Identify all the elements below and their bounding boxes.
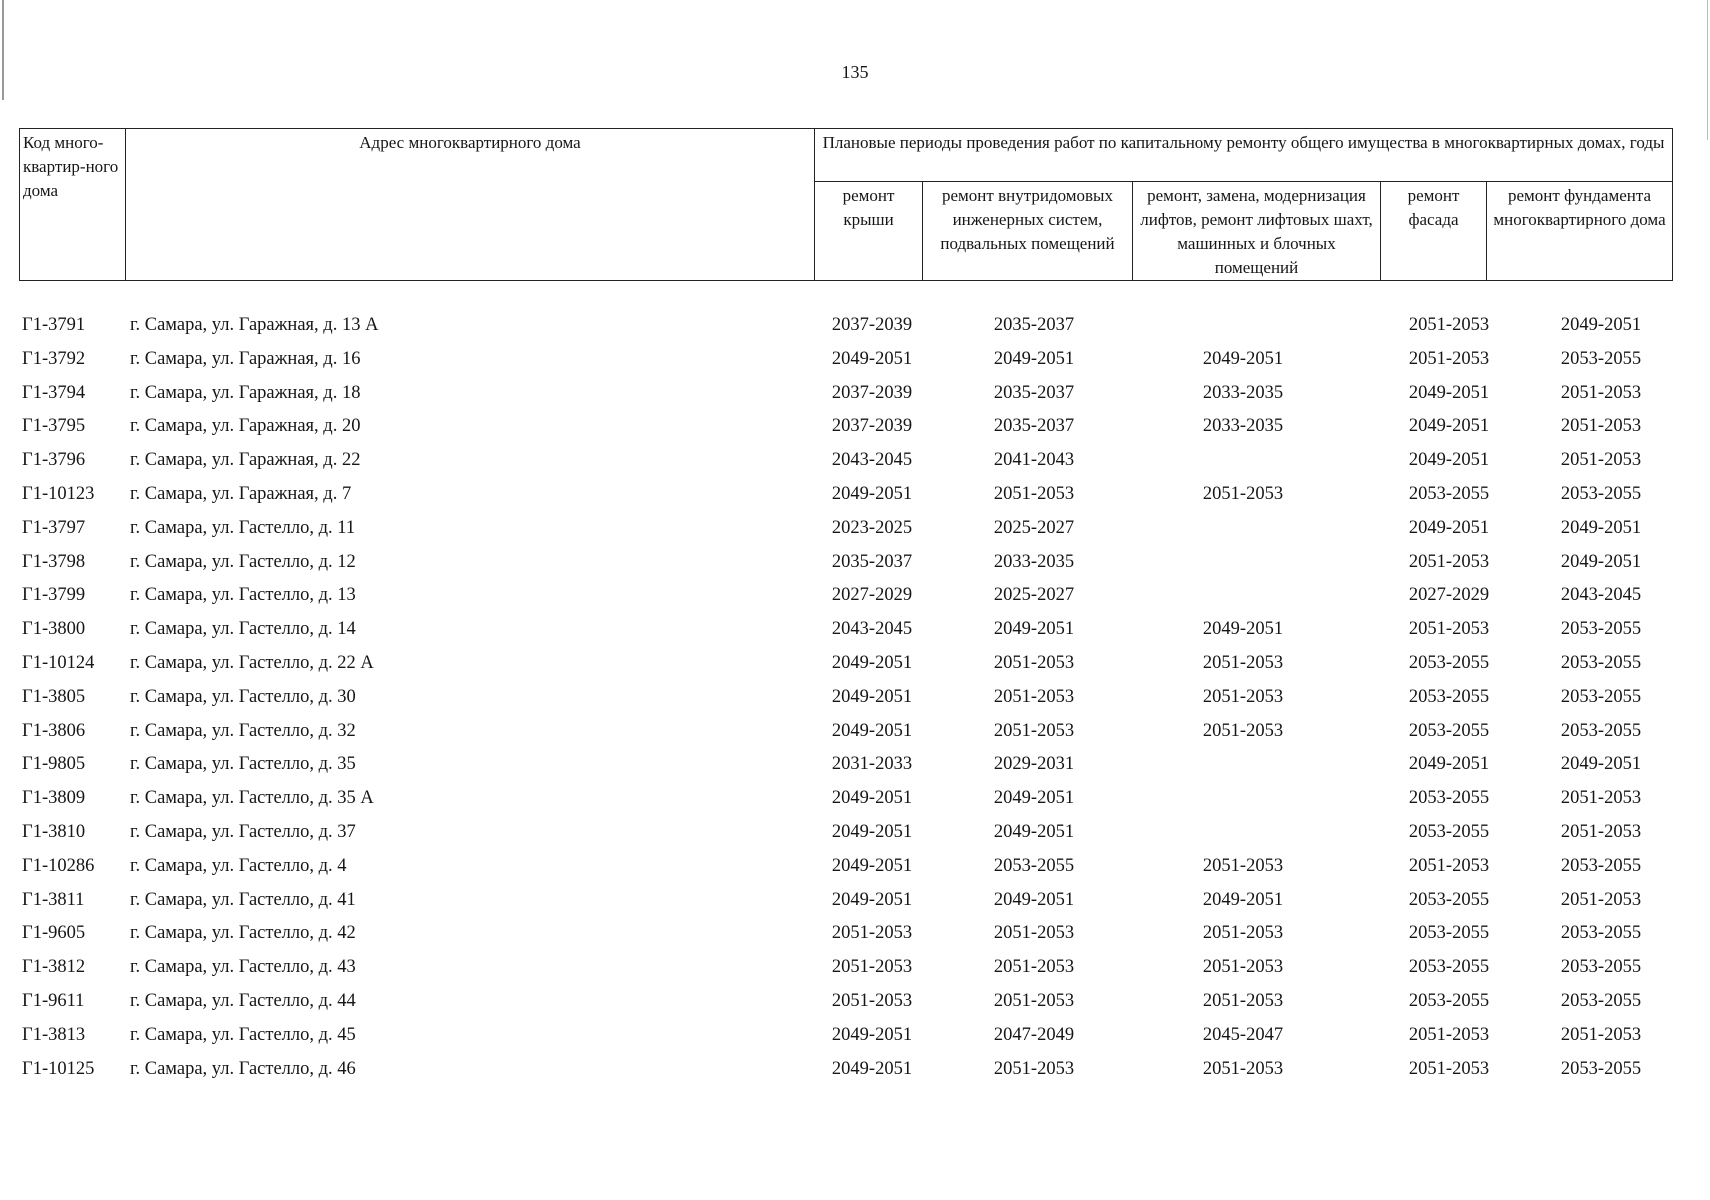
cell-facade: 2051-2053 xyxy=(1408,315,1490,335)
table-row xyxy=(19,312,1672,346)
table-row xyxy=(19,481,1672,515)
cell-code: Г1-9611 xyxy=(22,990,85,1011)
cell-address: г. Самара, ул. Гаражная, д. 20 xyxy=(130,416,361,437)
table-row xyxy=(19,447,1672,481)
table-row xyxy=(19,988,1672,1022)
cell-lifts: 2033-2035 xyxy=(1202,416,1284,437)
cell-lifts: 2051-2053 xyxy=(1202,686,1284,707)
cell-facade: 2049-2051 xyxy=(1408,517,1490,538)
cell-foundation: 2053-2055 xyxy=(1560,990,1642,1011)
cell-roof: 2049-2051 xyxy=(831,483,913,504)
cell-facade: 2053-2055 xyxy=(1408,483,1490,504)
cell-facade: 2053-2055 xyxy=(1408,990,1490,1011)
cell-address: г. Самара, ул. Гаражная, д. 22 xyxy=(130,450,361,471)
cell-address: г. Самара, ул. Гаражная, д. 18 xyxy=(130,382,361,403)
table-row xyxy=(19,751,1672,785)
cell-address: г. Самара, ул. Гастелло, д. 4 xyxy=(130,855,347,876)
cell-lifts: 2051-2053 xyxy=(1202,990,1284,1011)
cell-engineering: 2051-2053 xyxy=(993,990,1075,1011)
cell-engineering: 2051-2053 xyxy=(993,957,1075,978)
cell-address: г. Самара, ул. Гастелло, д. 44 xyxy=(130,990,356,1011)
cell-engineering: 2025-2027 xyxy=(993,517,1075,538)
cell-address: г. Самара, ул. Гаражная, д. 16 xyxy=(130,348,361,369)
page-number: 135 xyxy=(841,62,869,82)
cell-facade: 2053-2055 xyxy=(1408,821,1490,842)
cell-roof: 2049-2051 xyxy=(831,821,913,842)
cell-roof: 2049-2051 xyxy=(831,1024,913,1045)
table-body xyxy=(19,312,1672,1089)
cell-foundation: 2053-2055 xyxy=(1560,686,1642,707)
cell-facade: 2053-2055 xyxy=(1408,957,1490,978)
cell-code: Г1-3806 xyxy=(22,720,86,741)
cell-lifts: 2051-2053 xyxy=(1202,720,1284,741)
cell-address: г. Самара, ул. Гастелло, д. 42 xyxy=(130,923,356,944)
header-engineering: ремонт внутридомовых инженерных систем, подвальных помещений xyxy=(923,182,1133,281)
cell-roof: 2049-2051 xyxy=(831,855,913,876)
header-address: Адрес многоквартирного дома xyxy=(126,129,815,281)
cell-facade: 2049-2051 xyxy=(1408,754,1490,775)
cell-roof: 2043-2045 xyxy=(831,619,913,640)
cell-roof: 2043-2045 xyxy=(831,450,913,471)
cell-foundation: 2053-2055 xyxy=(1560,348,1642,369)
cell-code: Г1-10286 xyxy=(22,855,95,876)
table-row xyxy=(19,650,1672,684)
cell-address: г. Самара, ул. Гаражная, д. 7 xyxy=(130,483,352,504)
cell-roof: 2037-2039 xyxy=(831,382,913,403)
table-row xyxy=(19,549,1672,583)
cell-facade: 2053-2055 xyxy=(1408,923,1490,944)
cell-address: г. Самара, ул. Гастелло, д. 22 А xyxy=(130,652,374,673)
cell-roof: 2051-2053 xyxy=(831,923,913,944)
cell-foundation: 2053-2055 xyxy=(1560,923,1642,944)
header-periods: Плановые периоды проведения работ по капитальному ремонту общего имущества в многоквартирных домах, годы xyxy=(815,129,1673,182)
cell-lifts: 2033-2035 xyxy=(1202,382,1284,403)
cell-foundation: 2053-2055 xyxy=(1560,1058,1642,1079)
cell-roof: 2049-2051 xyxy=(831,788,913,809)
cell-address: г. Самара, ул. Гаражная, д. 13 А xyxy=(130,315,379,335)
header-lifts: ремонт, замена, модернизация лифтов, ремонт лифтовых шахт, машинных и блочных помещений xyxy=(1133,182,1381,281)
cell-foundation: 2051-2053 xyxy=(1560,450,1642,471)
cell-facade: 2053-2055 xyxy=(1408,652,1490,673)
cell-roof: 2049-2051 xyxy=(831,720,913,741)
table-row xyxy=(19,853,1672,887)
cell-roof: 2037-2039 xyxy=(831,315,913,335)
cell-roof: 2051-2053 xyxy=(831,990,913,1011)
cell-foundation: 2051-2053 xyxy=(1560,788,1642,809)
cell-engineering: 2051-2053 xyxy=(993,720,1075,741)
cell-address: г. Самара, ул. Гастелло, д. 14 xyxy=(130,619,356,640)
table-row xyxy=(19,380,1672,414)
cell-lifts: 2049-2051 xyxy=(1202,889,1284,910)
cell-facade: 2051-2053 xyxy=(1408,1024,1490,1045)
cell-code: Г1-3812 xyxy=(22,957,86,978)
cell-facade: 2051-2053 xyxy=(1408,348,1490,369)
cell-address: г. Самара, ул. Гастелло, д. 32 xyxy=(130,720,356,741)
cell-code: Г1-10124 xyxy=(22,652,95,673)
cell-roof: 2035-2037 xyxy=(831,551,913,572)
cell-facade: 2053-2055 xyxy=(1408,788,1490,809)
cell-code: Г1-9605 xyxy=(22,923,86,944)
cell-roof: 2049-2051 xyxy=(831,1058,913,1079)
cell-code: Г1-3794 xyxy=(22,382,86,403)
cell-engineering: 2051-2053 xyxy=(993,652,1075,673)
cell-address: г. Самара, ул. Гастелло, д. 43 xyxy=(130,957,356,978)
cell-lifts: 2051-2053 xyxy=(1202,652,1284,673)
cell-facade: 2053-2055 xyxy=(1408,720,1490,741)
cell-code: Г1-3798 xyxy=(22,551,86,572)
cell-foundation: 2051-2053 xyxy=(1560,821,1642,842)
cell-engineering: 2025-2027 xyxy=(993,585,1075,606)
cell-facade: 2051-2053 xyxy=(1408,551,1490,572)
cell-code: Г1-3810 xyxy=(22,821,86,842)
cell-address: г. Самара, ул. Гастелло, д. 35 xyxy=(130,754,356,775)
cell-facade: 2049-2051 xyxy=(1408,450,1490,471)
cell-code: Г1-3800 xyxy=(22,619,86,640)
table-row xyxy=(19,819,1672,853)
cell-lifts: 2045-2047 xyxy=(1202,1024,1284,1045)
cell-engineering: 2051-2053 xyxy=(993,1058,1075,1079)
cell-foundation: 2053-2055 xyxy=(1560,483,1642,504)
cell-foundation: 2051-2053 xyxy=(1560,382,1642,403)
cell-roof: 2037-2039 xyxy=(831,416,913,437)
header-foundation: ремонт фундамента многоквартирного дома xyxy=(1487,182,1673,281)
cell-engineering: 2051-2053 xyxy=(993,483,1075,504)
cell-engineering: 2049-2051 xyxy=(993,619,1075,640)
cell-code: Г1-3796 xyxy=(22,450,86,471)
cell-roof: 2049-2051 xyxy=(831,889,913,910)
cell-address: г. Самара, ул. Гастелло, д. 41 xyxy=(130,889,356,910)
table-row xyxy=(19,954,1672,988)
table-row xyxy=(19,920,1672,954)
cell-address: г. Самара, ул. Гастелло, д. 12 xyxy=(130,551,356,572)
cell-address: г. Самара, ул. Гастелло, д. 11 xyxy=(130,517,356,538)
cell-facade: 2051-2053 xyxy=(1408,1058,1490,1079)
cell-facade: 2051-2053 xyxy=(1408,855,1490,876)
cell-engineering: 2049-2051 xyxy=(993,821,1075,842)
cell-roof: 2049-2051 xyxy=(831,348,913,369)
cell-foundation: 2043-2045 xyxy=(1560,585,1642,606)
header-facade: ремонт фасада xyxy=(1381,182,1487,281)
table-row xyxy=(19,413,1672,447)
cell-engineering: 2029-2031 xyxy=(993,754,1075,775)
cell-foundation: 2049-2051 xyxy=(1560,754,1642,775)
cell-code: Г1-3795 xyxy=(22,416,86,437)
header-roof: ремонт крыши xyxy=(815,182,923,281)
table-row xyxy=(19,515,1672,549)
cell-code: Г1-3813 xyxy=(22,1024,86,1045)
cell-engineering: 2035-2037 xyxy=(993,382,1075,403)
cell-code: Г1-10125 xyxy=(22,1058,95,1079)
cell-facade: 2049-2051 xyxy=(1408,382,1490,403)
cell-foundation: 2051-2053 xyxy=(1560,416,1642,437)
cell-code: Г1-3799 xyxy=(22,585,86,606)
cell-foundation: 2053-2055 xyxy=(1560,619,1642,640)
table-row xyxy=(19,718,1672,752)
cell-address: г. Самара, ул. Гастелло, д. 46 xyxy=(130,1058,356,1079)
cell-lifts: 2051-2053 xyxy=(1202,957,1284,978)
cell-lifts: 2051-2053 xyxy=(1202,855,1284,876)
cell-engineering: 2035-2037 xyxy=(993,416,1075,437)
cell-foundation: 2053-2055 xyxy=(1560,720,1642,741)
cell-roof: 2049-2051 xyxy=(831,652,913,673)
cell-foundation: 2049-2051 xyxy=(1560,315,1642,335)
cell-foundation: 2049-2051 xyxy=(1560,517,1642,538)
cell-facade: 2053-2055 xyxy=(1408,889,1490,910)
cell-code: Г1-3791 xyxy=(22,315,86,335)
table-header xyxy=(19,128,1673,281)
cell-engineering: 2053-2055 xyxy=(993,855,1075,876)
cell-code: Г1-9805 xyxy=(22,754,86,775)
table-row xyxy=(19,582,1672,616)
cell-engineering: 2049-2051 xyxy=(993,788,1075,809)
table-row xyxy=(19,1056,1672,1090)
cell-roof: 2023-2025 xyxy=(831,517,913,538)
table-row xyxy=(19,346,1672,380)
cell-address: г. Самара, ул. Гастелло, д. 37 xyxy=(130,821,356,842)
cell-facade: 2053-2055 xyxy=(1408,686,1490,707)
cell-address: г. Самара, ул. Гастелло, д. 13 xyxy=(130,585,356,606)
cell-foundation: 2053-2055 xyxy=(1560,957,1642,978)
cell-facade: 2051-2053 xyxy=(1408,619,1490,640)
cell-facade: 2049-2051 xyxy=(1408,416,1490,437)
cell-code: Г1-3792 xyxy=(22,348,86,369)
cell-foundation: 2049-2051 xyxy=(1560,551,1642,572)
cell-code: Г1-3809 xyxy=(22,788,86,809)
cell-address: г. Самара, ул. Гастелло, д. 30 xyxy=(130,686,356,707)
scan-edge-left xyxy=(2,0,4,100)
cell-foundation: 2051-2053 xyxy=(1560,889,1642,910)
cell-lifts: 2051-2053 xyxy=(1202,483,1284,504)
cell-engineering: 2049-2051 xyxy=(993,348,1075,369)
cell-engineering: 2049-2051 xyxy=(993,889,1075,910)
cell-lifts: 2051-2053 xyxy=(1202,1058,1284,1079)
table-row xyxy=(19,887,1672,921)
cell-lifts: 2049-2051 xyxy=(1202,348,1284,369)
cell-roof: 2049-2051 xyxy=(831,686,913,707)
table-row xyxy=(19,785,1672,819)
cell-engineering: 2047-2049 xyxy=(993,1024,1075,1045)
cell-code: Г1-3797 xyxy=(22,517,86,538)
header-code: Код много-квартир-ного дома xyxy=(20,129,126,281)
cell-code: Г1-3805 xyxy=(22,686,86,707)
table-row xyxy=(19,684,1672,718)
cell-engineering: 2051-2053 xyxy=(993,686,1075,707)
cell-address: г. Самара, ул. Гастелло, д. 45 xyxy=(130,1024,356,1045)
cell-roof: 2051-2053 xyxy=(831,957,913,978)
cell-facade: 2027-2029 xyxy=(1408,585,1490,606)
cell-engineering: 2033-2035 xyxy=(993,551,1075,572)
cell-lifts: 2051-2053 xyxy=(1202,923,1284,944)
cell-code: Г1-10123 xyxy=(22,483,95,504)
table-row xyxy=(19,1022,1672,1056)
table-row xyxy=(19,616,1672,650)
cell-address: г. Самара, ул. Гастелло, д. 35 А xyxy=(130,788,374,809)
cell-foundation: 2053-2055 xyxy=(1560,652,1642,673)
cell-roof: 2027-2029 xyxy=(831,585,913,606)
cell-roof: 2031-2033 xyxy=(831,754,913,775)
cell-foundation: 2051-2053 xyxy=(1560,1024,1642,1045)
cell-lifts: 2049-2051 xyxy=(1202,619,1284,640)
cell-engineering: 2051-2053 xyxy=(993,923,1075,944)
cell-engineering: 2041-2043 xyxy=(993,450,1075,471)
cell-code: Г1-3811 xyxy=(22,889,85,910)
cell-engineering: 2035-2037 xyxy=(993,315,1075,335)
cell-foundation: 2053-2055 xyxy=(1560,855,1642,876)
